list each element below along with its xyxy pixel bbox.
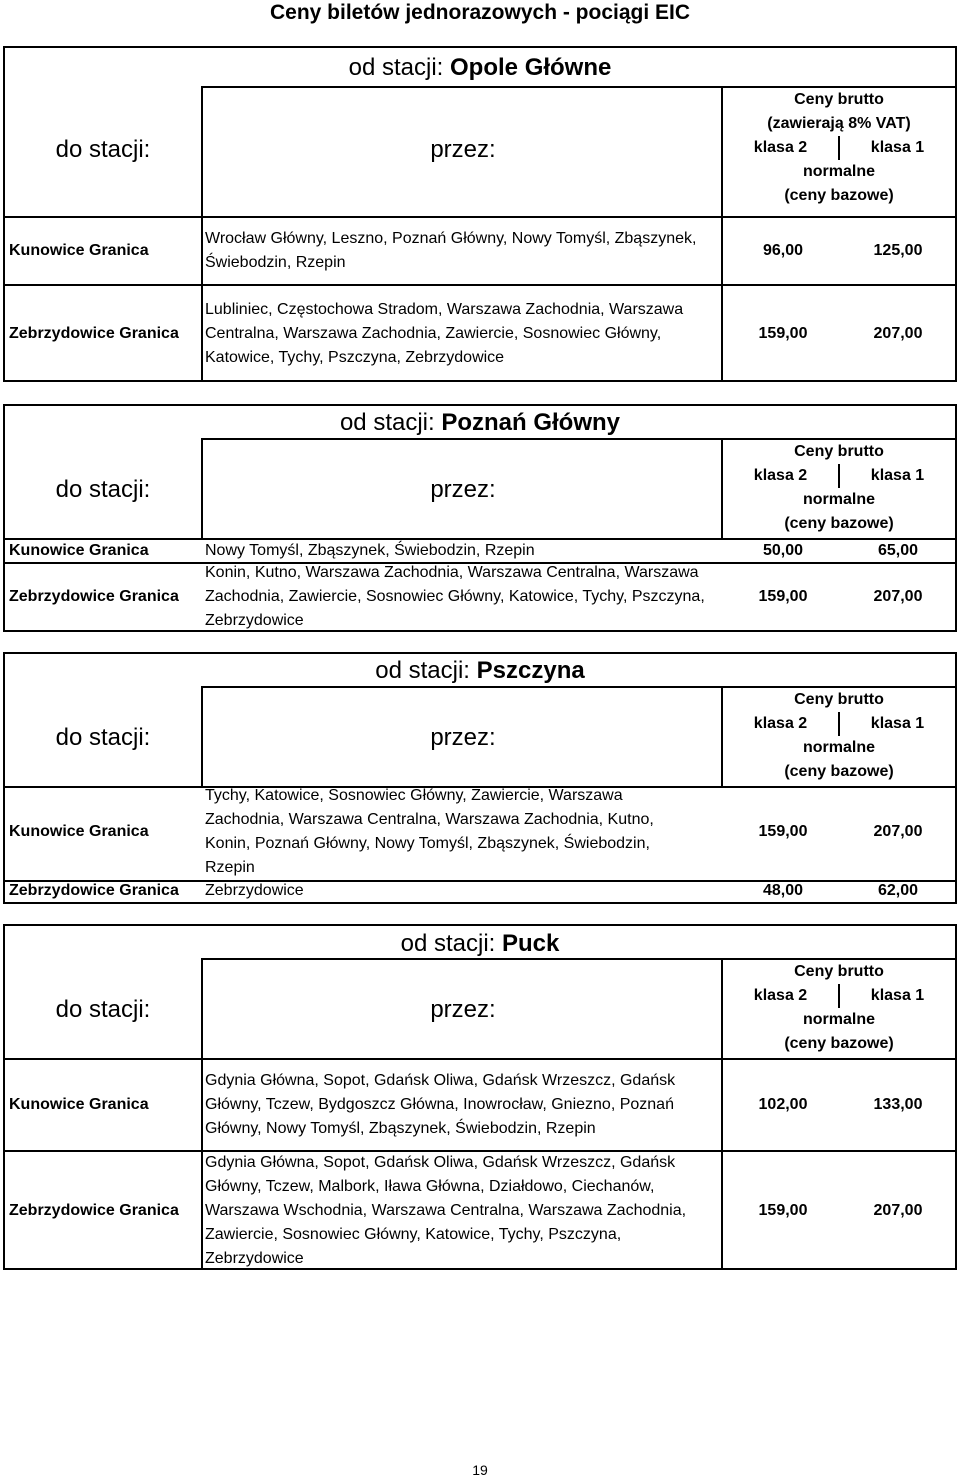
price-class1-cell: 133,00 [873,1096,923,1113]
column-header-destination: do stacji: [55,476,151,503]
table-row [5,562,955,632]
destination-cell: Kunowice Granica [9,242,149,259]
destination-cell: Zebrzydowice Granica [9,882,179,899]
column-header-via: przez: [430,476,496,503]
from-station-heading: od stacji: Pszczyna [375,657,585,684]
destination-cell: Kunowice Granica [9,823,149,840]
via-cell: Gdynia Główna, Sopot, Gdańsk Oliwa, Gdańsk Wrzeszcz, Gdańsk Główny, Tczew, Bydgoszcz Główna, Inowrocław, Gniezno, Poznań Główny, Nowy Tomyśl, Zbąszynek, Świebodzin, Rzepin [205,1072,676,1137]
via-cell: Konin, Kutno, Warszawa Zachodnia, Warszawa Centralna, Warszawa Zachodnia, Zawiercie, Sosnowiec Główny, Katowice, Tychy, Pszczyna, Zebrzydowice [205,564,705,629]
from-station-heading: od stacji: Puck [400,930,560,957]
destination-cell: Kunowice Granica [9,1096,149,1113]
via-cell: Zebrzydowice [205,882,304,899]
price-class2-cell: 159,00 [758,588,808,605]
price-class1-cell: 207,00 [873,823,923,840]
price-class1-cell: 65,00 [877,542,919,559]
page-number: 19 [472,1462,488,1478]
destination-cell: Kunowice Granica [9,542,149,559]
price-class1-cell: 62,00 [877,882,919,899]
column-header-destination: do stacji: [55,136,151,163]
from-station-name: Poznań Główny [441,409,621,436]
column-header-destination: do stacji: [55,724,151,751]
table-row [5,1152,955,1270]
price-class2-cell: 96,00 [762,242,804,259]
price-section-opole [3,46,957,382]
from-station-name: Opole Główne [450,54,612,81]
price-section-poznan [3,404,957,632]
column-header-via: przez: [430,996,496,1023]
price-section-pszczyna [3,652,957,904]
prices-header: Ceny brutto (zawierają 8% VAT) klasa 2 klasa 1 normalne (ceny bazowe) [723,88,955,208]
price-class2-cell: 102,00 [758,1096,808,1113]
price-class2-cell: 159,00 [758,1202,808,1219]
from-station-heading: od stacji: Poznań Główny [339,409,621,436]
from-station-name: Puck [502,930,560,957]
table-row [5,540,955,562]
destination-cell: Zebrzydowice Granica [9,325,179,342]
table-row [5,784,955,880]
prices-header: Ceny brutto klasa 2 klasa 1 normalne (ceny bazowe) [723,440,955,536]
prices-header: Ceny brutto klasa 2 klasa 1 normalne (ceny bazowe) [723,688,955,784]
table-row [5,286,955,382]
price-class1-cell: 207,00 [873,588,923,605]
from-station-heading: od stacji: Opole Główne [348,54,612,81]
from-station-name: Pszczyna [476,657,585,684]
via-cell: Lubliniec, Częstochowa Stradom, Warszawa Zachodnia, Warszawa Centralna, Warszawa Zachodnia, Zawiercie, Sosnowiec Główny, Katowice, Tychy, Pszczyna, Zebrzydowice [205,301,684,366]
via-cell: Gdynia Główna, Sopot, Gdańsk Oliwa, Gdańsk Wrzeszcz, Gdańsk Główny, Tczew, Malbork, Iława Główna, Działdowo, Ciechanów, Warszawa Wschodnia, Warszawa Centralna, Warszawa Zachodnia, Zawiercie, Sosnowiec Główny, Katowice, Tychy, Pszczyna, Zebrzydowice [205,1154,687,1267]
price-class2-cell: 159,00 [758,325,808,342]
column-header-via: przez: [430,724,496,751]
price-class1-cell: 125,00 [873,242,923,259]
table-row [5,1060,955,1150]
destination-cell: Zebrzydowice Granica [9,1202,179,1219]
table-row [5,218,955,284]
price-class2-cell: 159,00 [758,823,808,840]
via-cell: Tychy, Katowice, Sosnowiec Główny, Zawiercie, Warszawa Zachodnia, Warszawa Centralna, Warszawa Zachodnia, Kutno, Konin, Poznań Główny, Nowy Tomyśl, Zbąszynek, Świebodzin, Rzepin [205,787,654,876]
column-header-via: przez: [430,136,496,163]
price-class1-cell: 207,00 [873,325,923,342]
price-class2-cell: 48,00 [762,882,804,899]
column-header-destination: do stacji: [55,996,151,1023]
table-row [5,880,955,902]
price-section-puck [3,924,957,1270]
destination-cell: Zebrzydowice Granica [9,588,179,605]
via-cell: Wrocław Główny, Leszno, Poznań Główny, Nowy Tomyśl, Zbąszynek, Świebodzin, Rzepin [205,230,697,271]
page-title: Ceny biletów jednorazowych - pociągi EIC [269,1,691,24]
via-cell: Nowy Tomyśl, Zbąszynek, Świebodzin, Rzepin [205,542,535,559]
price-class1-cell: 207,00 [873,1202,923,1219]
price-class2-cell: 50,00 [762,542,804,559]
prices-header: Ceny brutto klasa 2 klasa 1 normalne (ceny bazowe) [723,960,955,1056]
